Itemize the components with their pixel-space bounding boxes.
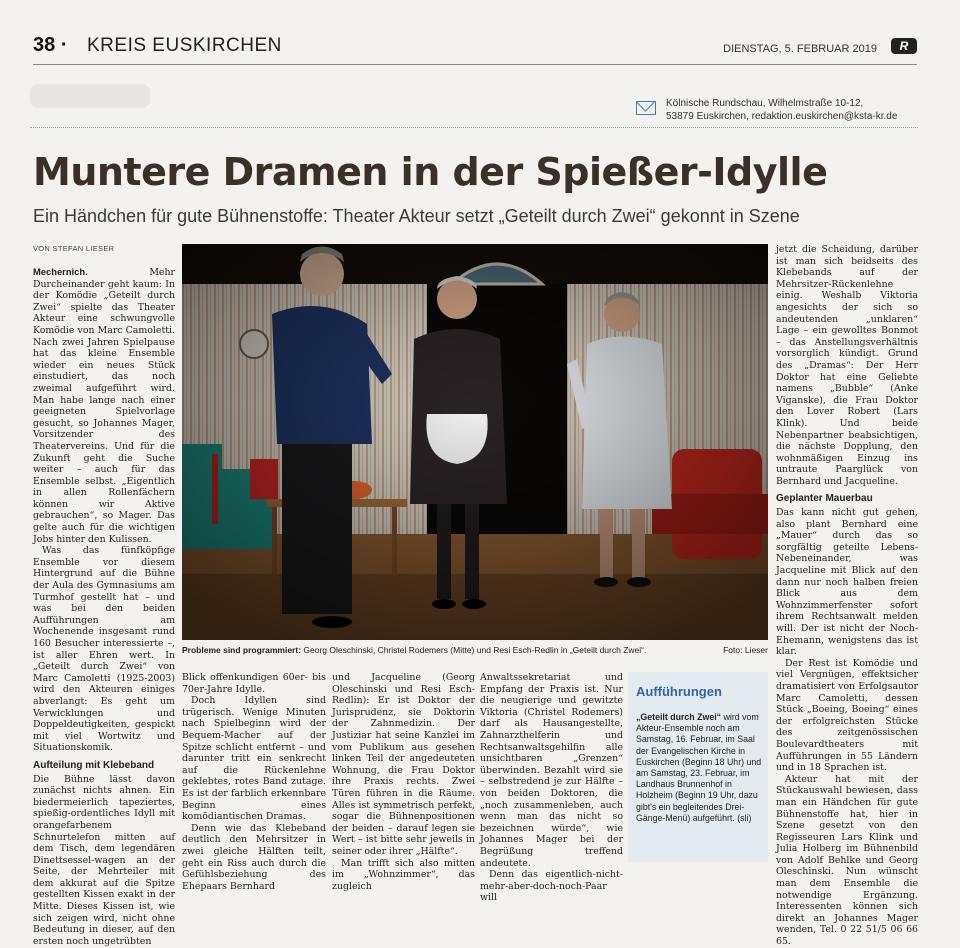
paragraph: Die Bühne lässt davon zunächst nichts ahnen. Ein biedermeierlich tapeziertes, spießig-ordentliches Idyll mit orangefarbenem Schnurtelefon mitten auf dem Tisch, dem legendären Dinettsessel-wagen an der Seite, der Mehrteiler mit dem akkurat auf die Spitze gestellten Kissen exakt in der Mitte. Dieses Kissen ist, wie sich zeigen wird, nicht ohne Bedeutung in dieser, auf den ersten noch ungetrübten (33, 773, 175, 947)
paragraph: Akteur hat mit der Stückauswahl bewiesen, dass man ein Händchen für gute Bühnenstoffe hat, hier in Szene gesetzt von den Regisseuren Lars Klink und Julia Holberg im Bühnenbild von Adolf Behlke und Georg Oleschinski. Nun wünscht man dem Ensemble die notwendige Ergänzung. Interessenten können sich direkt an Johannes Mager wenden, Tel. 0 22 51/5 06 66 65. (776, 773, 918, 948)
paragraph: Denn wie das Klebeband deutlich den Mehrsitzer in zwei gleiche Hälften teilt, geht ein Riss auch durch die Gefühlsbeziehung des Ehepaars Bernhard (182, 822, 326, 892)
article-column-1 (33, 266, 175, 947)
header-rule (33, 64, 917, 65)
contact-address: Kölnische Rundschau, Wilhelmstraße 10-12, (666, 98, 864, 109)
infobox-title: Aufführungen (636, 684, 722, 699)
paragraph: Was das fünfköpfige Ensemble vor diesem Hintergrund auf die Bühne der Aula des Gymnasiums am Turmhof gestellt hat – und was bei den beiden Aufführungen am Wochenende insgesamt rund 160 Besucher interessierte –, ist aller Ehren wert. In „Geteilt durch Zwei“ von Marc Camoletti (1925-2003) wird den Akteuren einiges abverlangt: Es geht um Verwicklungen und Doppeldeutigkeiten, gespickt mit viel Wortwitz und Situationskomik. (33, 545, 175, 754)
subheading: Geplanter Mauerbau (776, 493, 873, 505)
blurred-area (30, 84, 150, 108)
page-header (33, 30, 917, 64)
paragraph: Doch Idyllen sind trügerisch. Wenige Minuten nach Spielbeginn wird der Bequem-Macher auf der Spitze schlicht entfernt – und darunter tritt ein senkrecht auf die Rückenlehne geklebtes, rotes Band zutage. Es ist der farblich erkennbare Beginn eines komödiantischen Dramas. (182, 695, 326, 823)
dateline: Mechernich. (33, 266, 88, 277)
contact-block (636, 98, 916, 128)
subheading: Aufteilung mit Klebeband (33, 759, 155, 771)
article-column-2 (182, 672, 326, 892)
contact-email: 53879 Euskirchen, redaktion.euskirchen@ksta-kr.de (666, 111, 898, 122)
article-column-4 (480, 672, 623, 904)
infobox-text: „Geteilt durch Zwei“ wird vom Akteur-Ensemble noch am Samstag, 16. Februar, im Saal der Evangelischen Kirche in Euskirchen (Beginn 18 Uhr) und am Samstag, 23. Februar, im Landhaus Brunnenhof in Holzheim (Beginn 19 Uhr, dazu gibt's ein begleitendes Drei-Gänge-Menü) aufgeführt. (sli) (636, 712, 762, 823)
newspaper-logo: R (891, 38, 917, 54)
section-title: KREIS EUSKIRCHEN (87, 35, 282, 56)
paragraph: Mechernich. Mehr Durcheinander geht kaum: In der Komödie „Geteilt durch Zwei“ spielte das Theater Akteur eine schwungvolle Komödie von Marc Camoletti. Nach zwei Jahren Spielpause hat das kleine Ensemble wieder ein neues Stück einstudiert, das noch zweimal aufgeführt wird. Man habe lange nach einer geeigneten Spielvorlage gesucht, so Johannes Mager, Vorsitzender des Theatervereins. Und für die Zukunft geht die Suche weiter – auch für das Ensemble selbst. „Eigentlich in allen Rollenfächern können wir Aktive gebrauchen“, so Mager. Das gelte auch für die wichtigen Jobs hinter den Kulissen. (33, 266, 175, 545)
paragraph: Anwaltssekretariat und Empfang der Praxis ist. Nur die neugierige und gewitzte Viktoria (Christel Rodemers) darf als Hausangestellte, Zahnarzthelferin und Rechtsanwaltsgehilfin alle unsichtbaren „Grenzen“ überwinden. Bezahlt wird sie – selbstredend je zur Hälfte – von beiden Doktoren, die „noch zusammenleben, auch wenn man das nicht so bezeichnen würde“, wie Johannes Mager bei der Begrüßung treffend andeutete. (480, 672, 623, 869)
article-column-3 (332, 672, 475, 892)
paragraph: Denn das eigentlich-nicht-mehr-aber-doch-noch-Paar will (480, 869, 623, 904)
photo-caption: Probleme sind programmiert: Georg Oleschinski, Christel Rodemers (Mitte) und Resi Esch-Redlin in „Geteilt durch Zwei“. Foto: Lieser (182, 645, 768, 655)
dotted-divider (30, 127, 918, 128)
paragraph: Das kann nicht gut gehen, also plant Bernhard eine „Mauer“ durch das so sorgfältig geteilte Lebens-Nebeneinander, was Jacqueline mit Blick auf den dann nur noch halben freien Blick aus dem Wohnzimmerfenster sofort ihrem Rechtsanwalt melden will. Der ist nicht der Noch-Ehemann, wenigstens das ist klar. (776, 507, 918, 658)
article-column-5 (776, 244, 918, 948)
performances-infobox (628, 672, 768, 862)
page-number: 38 · (33, 34, 68, 56)
paragraph: Der Rest ist Komödie und viel Vergnügen, effektsicher dramatisiert von Erfolgsautor Marc Camoletti, dessen Stück „Boeing, Boeing“ eines der erfolgreichsten Stücke des zeitgenössischen Boulevardtheaters mit Aufführungen in 55 Ländern und in 18 Sprachen ist. (776, 657, 918, 774)
article-subheadline: Ein Händchen für gute Bühnenstoffe: Theater Akteur setzt „Geteilt durch Zwei“ gekonnt in Szene (33, 206, 800, 226)
stage-photo (182, 244, 768, 640)
photo-credit: Foto: Lieser (723, 645, 768, 655)
paragraph: jetzt die Scheidung, darüber ist man sich beidseits des Klebebands auf der Mehrsitzer-Rückenlehne einig. Weshalb Viktoria angesichts der sich so andeutenden „unklaren“ Lage – ein gewolltes Bonmot – das Anstellungsverhältnis vorsorglich kündigt. Grund des „Dramas“: Der Herr Doktor hat eine Geliebte namens „Bubble“ (Anke Viganske), die Frau Doktor den Lover Robert (Lars Klink). Und beide Nebenpartner beabsichtigen, die nächste Dopplung, den wohnmäßigen Einzug ins untraute Paarglück von Bernhard und Jacqueline. (776, 244, 918, 487)
mail-icon (636, 101, 656, 115)
issue-date: DIENSTAG, 5. FEBRUAR 2019 (723, 43, 877, 55)
paragraph: und Jacqueline (Georg Oleschinski und Resi Esch-Redlin): Er ist Doktor der Jurisprudenz, sie Doktorin der Zahnmedizin. Der Justiziar hat seine Kanzlei im vom Publikum aus gesehen linken Teil der angedeuteten Wohnung, die Frau Doktor ihre Praxis rechts. Zwei Türen führen in die Räume. Alles ist symmetrisch perfekt, sogar die Bühnenpositionen der beiden – darauf legen sie Wert – ist bitte sehr jeweils in seiner oder ihrer „Hälfte“. (332, 672, 475, 857)
byline: VON STEFAN LIESER (33, 244, 115, 253)
paragraph: Man trifft sich also mitten im „Wohnzimmer“, das zugleich (332, 857, 475, 892)
stage-photo-illustration (182, 244, 768, 640)
paragraph: Blick offenkundigen 60er- bis 70er-Jahre Idylle. (182, 672, 326, 695)
article-headline: Muntere Dramen in der Spießer-Idylle (33, 150, 828, 194)
